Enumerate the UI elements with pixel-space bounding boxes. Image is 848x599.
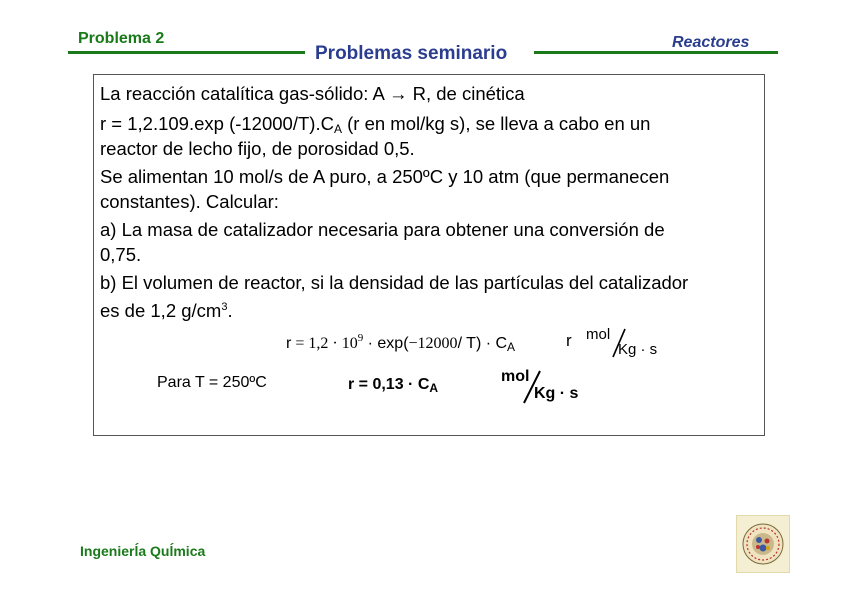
- header-left-title: Problema 2: [78, 30, 165, 47]
- kinetics-text: r = 1,2.109.exp (-12000/T).C: [100, 113, 334, 134]
- footer-department: Ingenierĺa Quĺmica: [80, 543, 206, 559]
- question-a-line-cont: 0,75.: [100, 244, 142, 265]
- header-rule-right: [534, 51, 778, 54]
- eq1-unit: [586, 326, 666, 362]
- eq1-slash: / T) · C: [457, 335, 508, 352]
- eq2-unit-denominator: Kg · s: [534, 385, 579, 402]
- feed-line: Se alimentan 10 mol/s de A puro, a 250ºC y 10 atm (que permanecen: [100, 166, 670, 187]
- rate-equation: [286, 332, 515, 354]
- eq1-unit-variable: r: [566, 331, 572, 350]
- question-b-line-cont: [100, 295, 750, 323]
- eq1-equals: =: [291, 335, 309, 352]
- eq1-unit-denominator: Kg · s: [618, 341, 658, 358]
- eq2-subscript: A: [429, 381, 439, 395]
- eq2-unit: [501, 368, 591, 408]
- kinetics-subscript: A: [333, 122, 342, 136]
- eq2-expression: r = 0,13 · C: [348, 376, 430, 393]
- question-a-line: a) La masa de catalizador necesaria para obtener una conversión de: [100, 219, 665, 240]
- question-b-text: es de 1,2 g/cm: [100, 300, 222, 321]
- question-b-line: b) El volumen de reactor, si la densidad de las partículas del catalizador: [100, 272, 689, 293]
- kinetics-text-post: (r en mol/kg s), se lleva a cabo en un: [341, 113, 651, 134]
- question-b-period: .: [227, 300, 233, 321]
- eq1-subscript: A: [507, 340, 516, 354]
- temperature-label: Para T = 250ºC: [157, 374, 267, 391]
- university-seal-icon: [736, 515, 790, 573]
- feed-line-cont: constantes). Calcular:: [100, 191, 279, 212]
- eq1-exp-func: · exp(: [363, 335, 409, 352]
- header-rule-left: [68, 51, 305, 54]
- eq1-r: r: [286, 335, 292, 352]
- eq1-exponent: 9: [357, 332, 364, 344]
- question-b-superscript: 3: [221, 301, 228, 313]
- eq1-unit-numerator: mol: [586, 326, 611, 343]
- problem-statement-line: La reacción catalítica gas-sólido: A → R, de cinética: [100, 83, 525, 104]
- rate-result: [348, 376, 438, 395]
- eq2-unit-numerator: mol: [501, 368, 530, 385]
- header-right-title: Reactores: [672, 34, 750, 51]
- eq1-argument: −12000: [408, 335, 458, 352]
- reactor-description-line: reactor de lecho fijo, de porosidad 0,5.: [100, 138, 415, 159]
- eq1-coef: 1,2 · 10: [308, 335, 358, 352]
- header-center-title: Problemas seminario: [315, 43, 508, 64]
